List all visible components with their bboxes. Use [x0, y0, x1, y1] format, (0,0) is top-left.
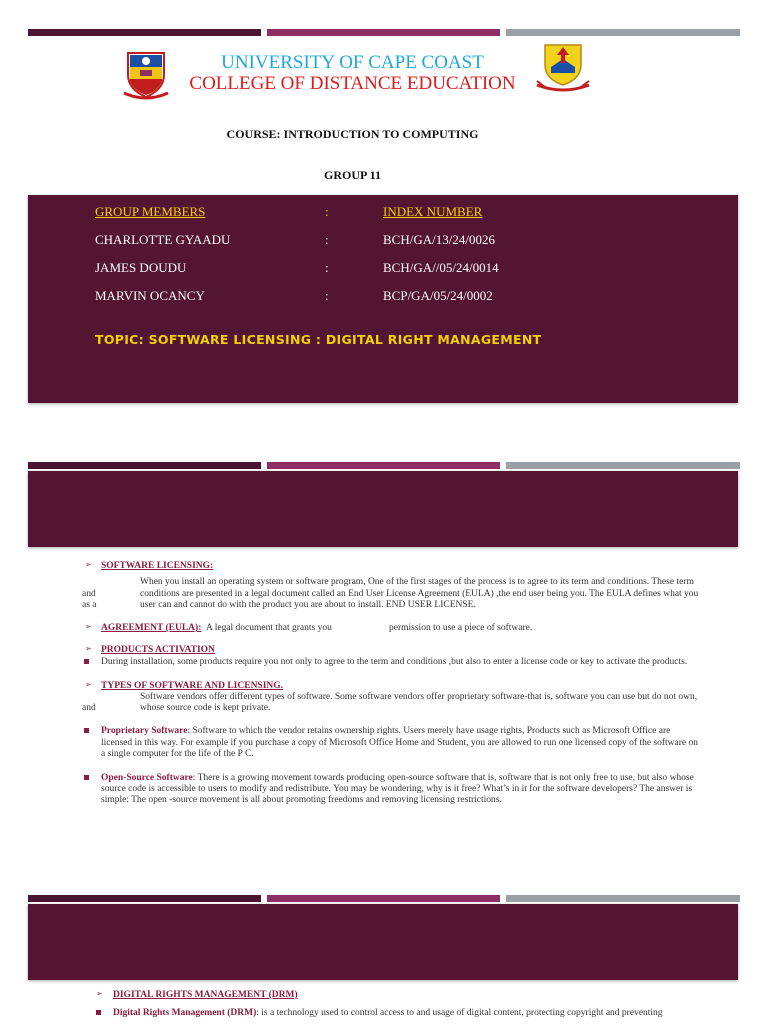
- paragraph-line: whose source code is kept private.: [140, 703, 271, 713]
- section-heading: PRODUCTS ACTIVATION: [101, 645, 215, 655]
- paragraph-line: source code is accessible to users to modify and redistribute. You may be wondering, why is it free? What’s in it for the software developers? The answer is: [101, 784, 693, 794]
- members-col-header: GROUP MEMBERS: [95, 204, 206, 219]
- section-heading: TYPES OF SOFTWARE AND LICENSING.: [101, 681, 284, 691]
- paragraph-line-prefix: as a: [82, 600, 97, 610]
- paragraph-line-prefix: and: [82, 703, 96, 713]
- member-separator: :: [325, 232, 329, 247]
- paragraph-line: conditions are presented in a legal document called an End User License Agreement (EULA) ,the end user being you. The EULA defines what you: [140, 589, 699, 599]
- paragraph-line: simple: The open -source movement is all about promoting freedoms and removing licensing restrictions.: [101, 795, 502, 805]
- slide2-stripe-dark: [28, 462, 261, 469]
- square-bullet-icon: [84, 775, 89, 780]
- arrow-bullet-icon: ➢: [96, 989, 103, 998]
- term-label: Proprietary Software: [101, 726, 188, 736]
- top-stripe-gray: [506, 29, 740, 36]
- index-col-header: INDEX NUMBER: [383, 204, 483, 219]
- university-title: UNIVERSITY OF CAPE COAST: [221, 52, 484, 73]
- arrow-bullet-icon: ➢: [85, 680, 92, 689]
- section-heading: DIGITAL RIGHTS MANAGEMENT (DRM): [113, 990, 298, 1000]
- drm-line: [113, 1007, 663, 1019]
- paragraph-line-prefix: and: [82, 589, 96, 599]
- paragraph-line: When you install an operating system or software program, One of the first stages of the process is to agree to its term and conditions. These term: [140, 577, 694, 587]
- member-index: BCH/GA/13/24/0026: [383, 232, 495, 247]
- college-title: COLLEGE OF DISTANCE EDUCATION: [189, 73, 516, 94]
- members-col-separator: :: [325, 204, 329, 219]
- slide2-banner: [28, 471, 738, 547]
- course-title: COURSE: INTRODUCTION TO COMPUTING: [226, 127, 479, 141]
- slide3-stripe-gray: [506, 895, 740, 902]
- paragraph-text: A legal document that grants you: [206, 623, 332, 633]
- section-heading: SOFTWARE LICENSING:: [101, 561, 214, 571]
- slide3-stripe-magenta: [267, 895, 500, 902]
- paragraph-line: licensed in this way. For example if you purchase a copy of Microsoft Office Home and Student, you are allowed to run one licensed copy of the software on: [101, 738, 699, 748]
- square-bullet-icon: [84, 728, 89, 733]
- member-index: BCH/GA//05/24/0014: [383, 260, 499, 275]
- term-text: : Software to which the vendor retains ownership rights. Users merely have usage rights, Products such as Microsoft Office are: [187, 726, 671, 736]
- top-stripe-dark: [28, 29, 261, 36]
- top-stripe-magenta: [267, 29, 500, 36]
- topic-title: TOPIC: SOFTWARE LICENSING : DIGITAL RIGHT MANAGEMENT: [95, 332, 542, 347]
- proprietary-line: [101, 725, 670, 737]
- term-label: Digital Rights Management (DRM): [113, 1008, 257, 1018]
- square-bullet-icon: [84, 659, 89, 664]
- paragraph-text: During installation, some products require you not only to agree to the term and conditions ,but also to enter a license code or key to activate the products.: [101, 657, 688, 667]
- member-name: JAMES DOUDU: [95, 260, 187, 275]
- member-separator: :: [325, 288, 329, 303]
- slide2-stripe-magenta: [267, 462, 500, 469]
- member-index: BCP/GA/05/24/0002: [383, 288, 493, 303]
- code-crest-icon: [535, 41, 591, 93]
- paragraph-line: user can and cannot do with the product you are about to install. END USER LICENSE.: [140, 600, 476, 610]
- member-separator: :: [325, 260, 329, 275]
- term-label: Open-Source Software: [101, 773, 193, 783]
- paragraph-line: Software vendors offer different types of software. Some software vendors offer proprietary software-that is, software you can use but do not own,: [140, 692, 698, 702]
- term-text: : There is a growing movement towards producing open-source software that is, software that is not only free to use, but also whose: [192, 773, 694, 783]
- paragraph-line: a single computer for the life of the P C.: [101, 749, 254, 759]
- arrow-bullet-icon: ➢: [85, 644, 92, 653]
- section-heading: AGREEMENT (EULA):: [101, 623, 202, 633]
- square-bullet-icon: [96, 1010, 101, 1015]
- slide3-banner: [28, 904, 738, 980]
- slide2-stripe-gray: [506, 462, 740, 469]
- arrow-bullet-icon: ➢: [85, 560, 92, 569]
- member-name: CHARLOTTE GYAADU: [95, 232, 231, 247]
- member-name: MARVIN OCANCY: [95, 288, 205, 303]
- group-title: GROUP 11: [323, 168, 381, 182]
- slide3-stripe-dark: [28, 895, 261, 902]
- arrow-bullet-icon: ➢: [85, 622, 92, 631]
- paragraph-text: permission to use a piece of software.: [389, 623, 533, 633]
- term-text: : is a technology used to control access to and usage of digital content, protecting copyright and preventing: [256, 1008, 663, 1018]
